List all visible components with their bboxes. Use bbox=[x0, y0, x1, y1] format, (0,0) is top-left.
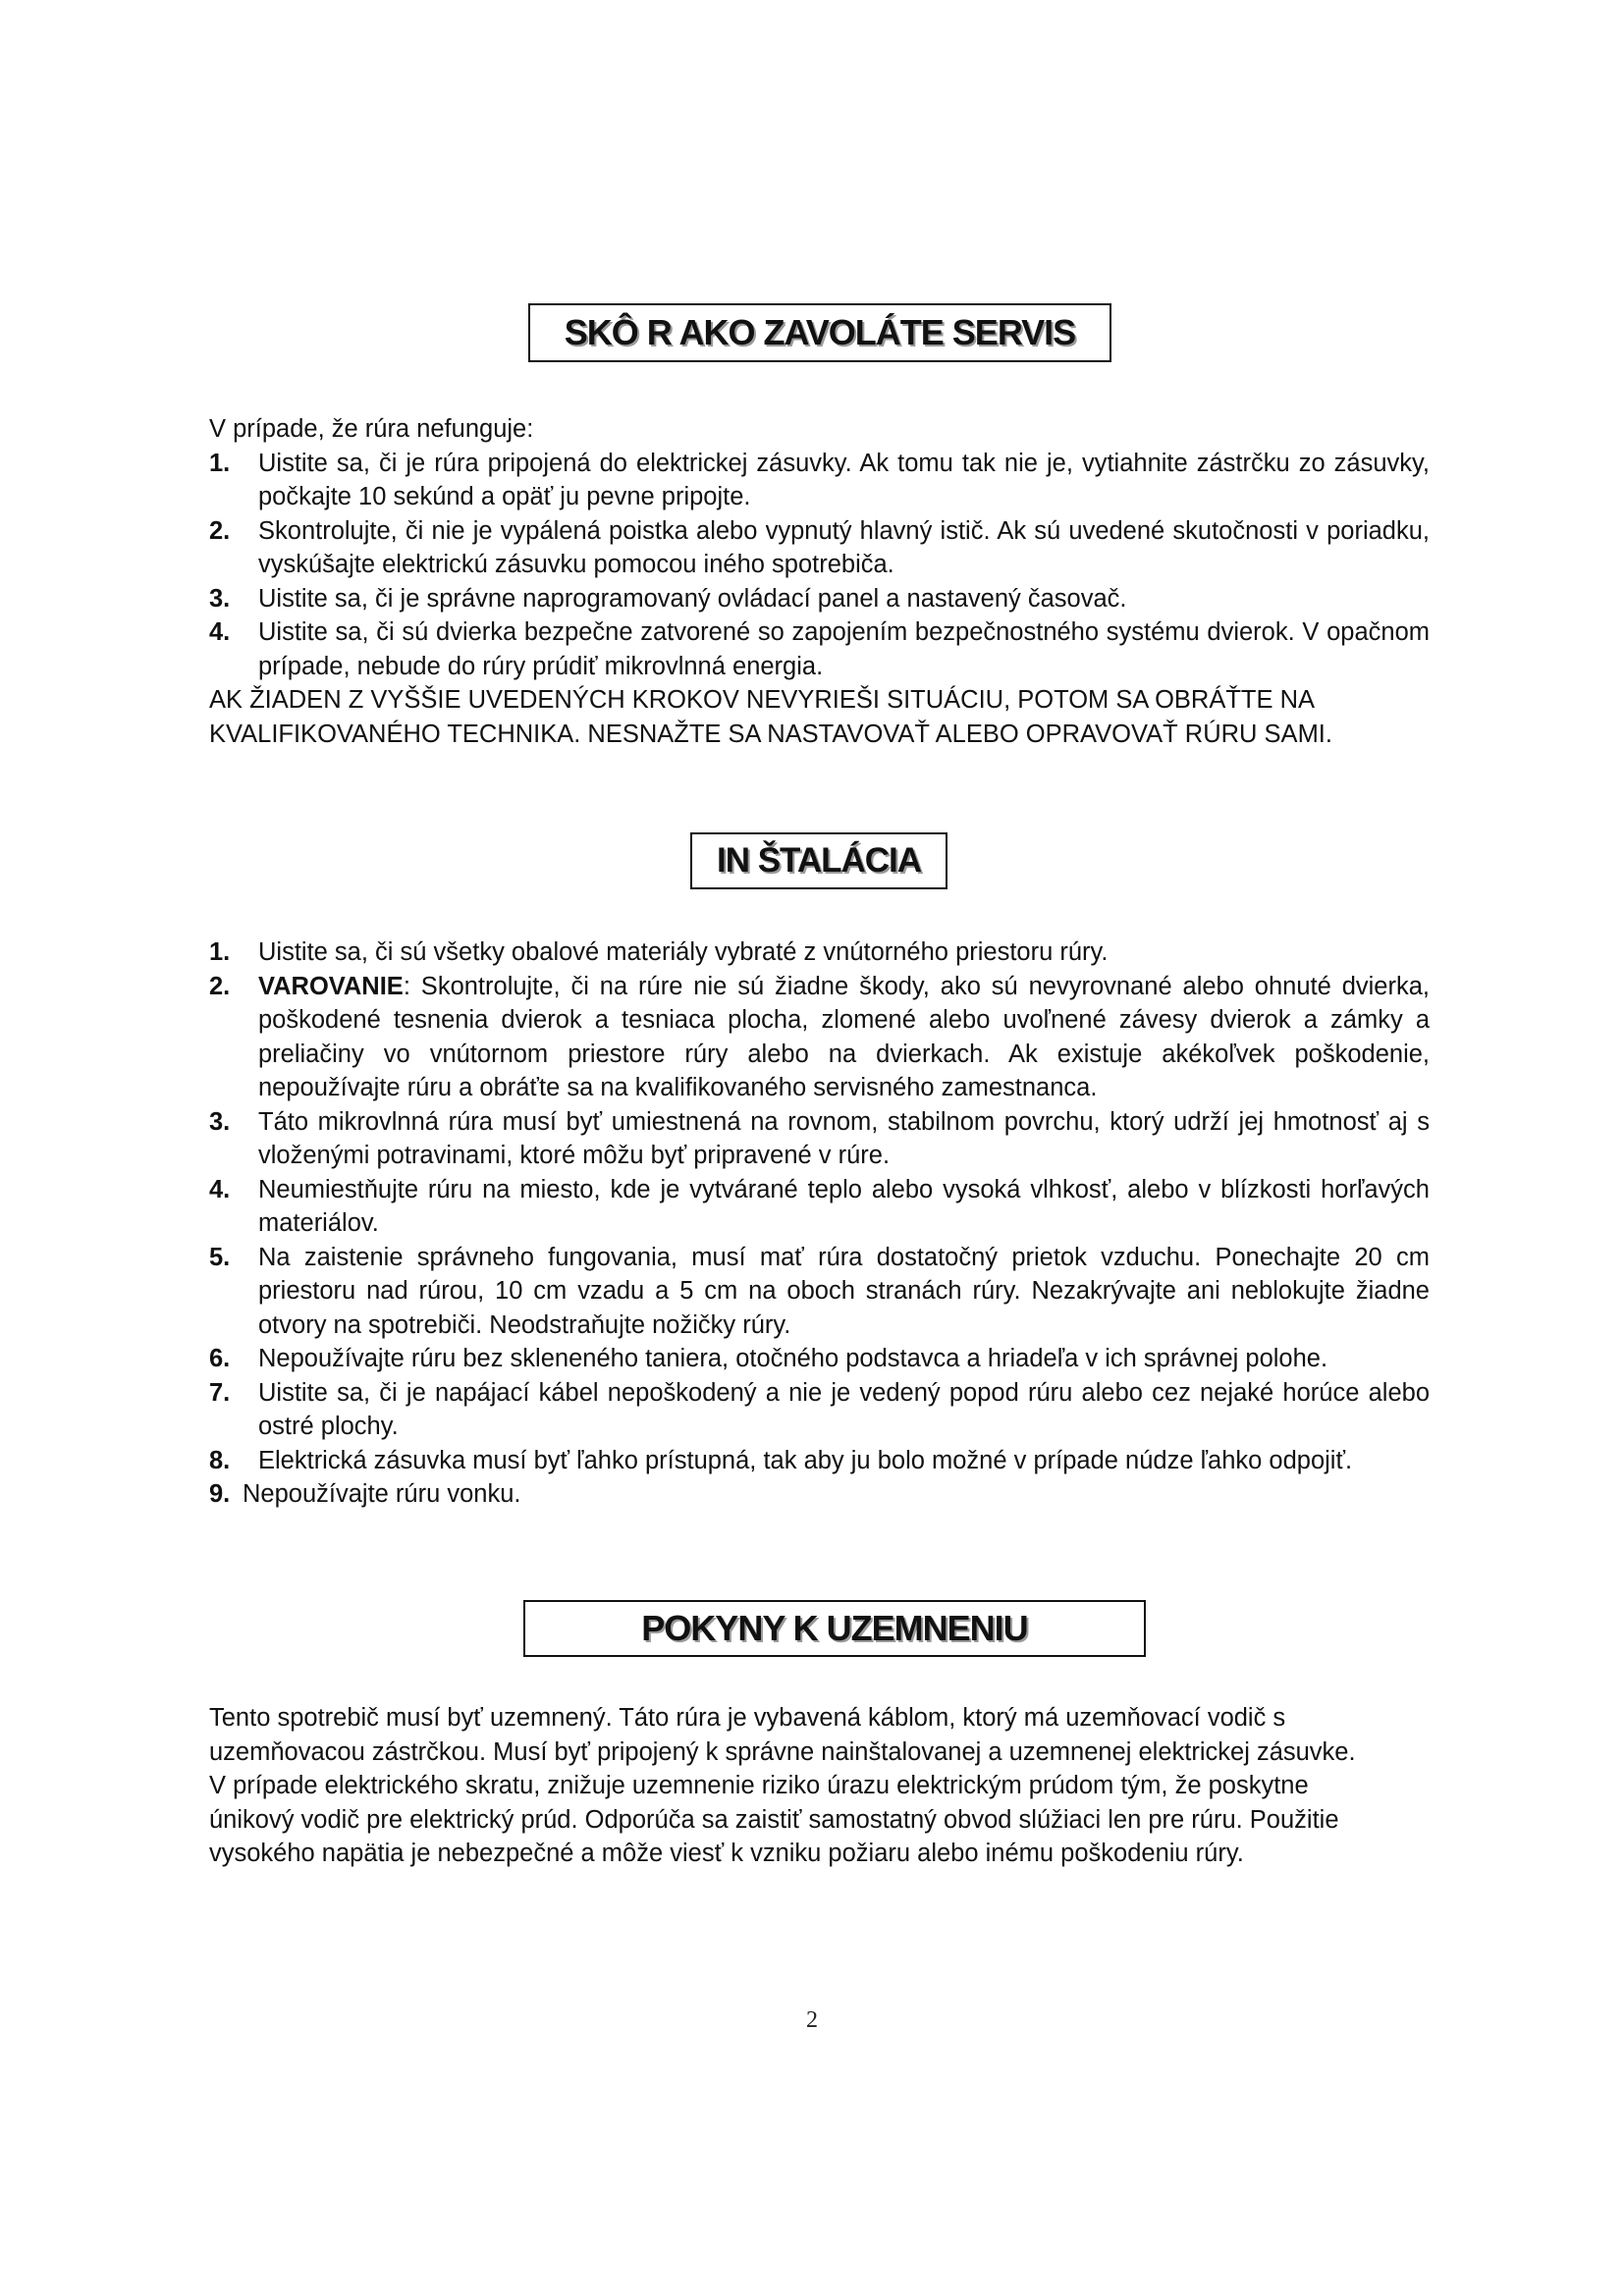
service-intro: V prípade, že rúra nefunguje: bbox=[209, 415, 534, 443]
installation-item bbox=[209, 970, 1430, 1105]
item-number: 2. bbox=[209, 516, 231, 545]
service-item bbox=[209, 514, 1430, 582]
item-text: Uistite sa, či je napájací kábel nepoškodený a nie je vedený popod rúru alebo cez nejaké horúce alebo ostré plochy. bbox=[258, 1378, 1430, 1440]
item-text: Uistite sa, či je rúra pripojená do elektrickej zásuvky. Ak tomu tak nie je, vytiahnite zástrčku zo zásuvky, počkajte 10 sekúnd a opäť ju pevne pripojte. bbox=[258, 449, 1430, 510]
item-number: 1. bbox=[209, 938, 231, 966]
service-item bbox=[209, 582, 1430, 616]
installation-section bbox=[209, 935, 1430, 1512]
service-note-line: AK ŽIADEN Z VYŠŠIE UVEDENÝCH KROKOV NEVYRIEŠI SITUÁCIU, POTOM SA OBRÁŤTE NA bbox=[209, 686, 1316, 714]
item-text: Nepoužívajte rúru vonku. bbox=[243, 1480, 521, 1508]
item-number: 8. bbox=[209, 1446, 231, 1474]
item-number: 6. bbox=[209, 1345, 231, 1372]
item-number: 9. bbox=[209, 1480, 231, 1508]
page-number: 2 bbox=[806, 2007, 818, 2033]
grounding-heading-text: POKYNY K UZEMNENIU bbox=[641, 1608, 1028, 1648]
item-text: : Skontrolujte, či na rúre nie sú žiadne škody, ako sú nevyrovnané alebo ohnuté dvierka, poškodené tesnenia dvierok a tesniaca plocha, zlomené alebo uvoľnené závesy dvierok a zámky a preliačiny vo vnútornom priestore rúry alebo na dvierkach. Ak existuje akékoľvek poškodenie, nepoužívajte rúru a obráťte sa na kvalifikovaného servisného zamestnanca. bbox=[258, 972, 1430, 1101]
item-text: Na zaistenie správneho fungovania, musí mať rúra dostatočný prietok vzduchu. Ponechajte 20 cm priestoru nad rúrou, 10 cm vzadu a 5 cm na oboch stranách rúry. Nezakrývajte ani neblokujte žiadne otvory na spotrebiči. Neodstraňujte nožičky rúry. bbox=[258, 1243, 1430, 1339]
installation-item bbox=[209, 1444, 1430, 1478]
service-note-line: KVALIFIKOVANÉHO TECHNIKA. NESNAŽTE SA NASTAVOVAŤ ALEBO OPRAVOVAŤ RÚRU SAMI. bbox=[209, 720, 1332, 748]
service-item bbox=[209, 615, 1430, 683]
installation-heading-text: IN ŠTALÁCIA bbox=[716, 841, 922, 880]
grounding-line: V prípade elektrického skratu, znižuje uzemnenie riziko úrazu elektrickým prúdom tým, že poskytne bbox=[209, 1772, 1309, 1799]
item-number: 3. bbox=[209, 1107, 231, 1136]
item-text: Uistite sa, či je správne naprogramovaný ovládací panel a nastavený časovač. bbox=[258, 584, 1127, 613]
item-text: Elektrická zásuvka musí byť ľahko prístupná, tak aby ju bolo možné v prípade núdze ľahko odpojiť. bbox=[258, 1446, 1353, 1474]
item-text: Nepoužívajte rúru bez skleneného taniera, otočného podstavca a hriadeľa v ich správnej polohe. bbox=[258, 1345, 1328, 1372]
item-text: Uistite sa, či sú všetky obalové materiály vybraté z vnútorného priestoru rúry. bbox=[258, 938, 1109, 966]
grounding-heading bbox=[523, 1600, 1146, 1657]
item-number: 4. bbox=[209, 618, 231, 646]
item-text: Táto mikrovlnná rúra musí byť umiestnená na rovnom, stabilnom povrchu, ktorý udrží jej hmotnosť aj s vloženými potravinami, ktoré môžu byť pripravené v rúre. bbox=[258, 1107, 1430, 1169]
installation-item bbox=[209, 1173, 1430, 1241]
installation-item bbox=[209, 1376, 1430, 1444]
installation-item bbox=[209, 1105, 1430, 1173]
grounding-line: Tento spotrebič musí byť uzemnený. Táto rúra je vybavená káblom, ktorý má uzemňovací vodič s bbox=[209, 1704, 1286, 1732]
item-text: Skontrolujte, či nie je vypálená poistka alebo vypnutý hlavný istič. Ak sú uvedené skutočnosti v poriadku, vyskúšajte elektrickú zásuvku pomocou iného spotrebiča. bbox=[258, 516, 1430, 578]
grounding-line: uzemňovacou zástrčkou. Musí byť pripojený k správne nainštalovanej a uzemnenej elektrickej zásuvke. bbox=[209, 1737, 1356, 1766]
installation-item bbox=[209, 1241, 1430, 1343]
grounding-line: únikový vodič pre elektrický prúd. Odporúča sa zaistiť samostatný obvod slúžiaci len pre rúru. Použitie bbox=[209, 1805, 1339, 1834]
service-item bbox=[209, 447, 1430, 514]
installation-item bbox=[209, 935, 1430, 970]
item-number: 1. bbox=[209, 449, 231, 477]
item-number: 7. bbox=[209, 1378, 231, 1407]
item-text: Uistite sa, či sú dvierka bezpečne zatvorené so zapojením bezpečnostného systému dvierok. V opačnom prípade, nebude do rúry prúdiť mikrovlnná energia. bbox=[258, 618, 1430, 680]
installation-item bbox=[209, 1342, 1430, 1376]
item-text-wrapper bbox=[258, 970, 1430, 1105]
item-number: 4. bbox=[209, 1175, 231, 1203]
grounding-section bbox=[209, 1701, 1446, 1871]
grounding-line: vysokého napätia je nebezpečné a môže viesť k vzniku požiaru alebo inému poškodeniu rúry. bbox=[209, 1840, 1244, 1867]
installation-item bbox=[209, 1477, 1430, 1512]
service-heading bbox=[528, 303, 1111, 362]
item-number: 3. bbox=[209, 584, 231, 613]
item-text: Neumiestňujte rúru na miesto, kde je vytvárané teplo alebo vysoká vlhkosť, alebo v blízkosti horľavých materiálov. bbox=[258, 1175, 1430, 1237]
item-number: 5. bbox=[209, 1243, 231, 1271]
installation-heading bbox=[690, 832, 947, 889]
service-heading-text: SKÔ R AKO ZAVOLÁTE SERVIS bbox=[564, 312, 1076, 352]
service-section bbox=[209, 412, 1430, 751]
warning-label: VAROVANIE bbox=[258, 972, 404, 1000]
item-number: 2. bbox=[209, 972, 231, 1000]
